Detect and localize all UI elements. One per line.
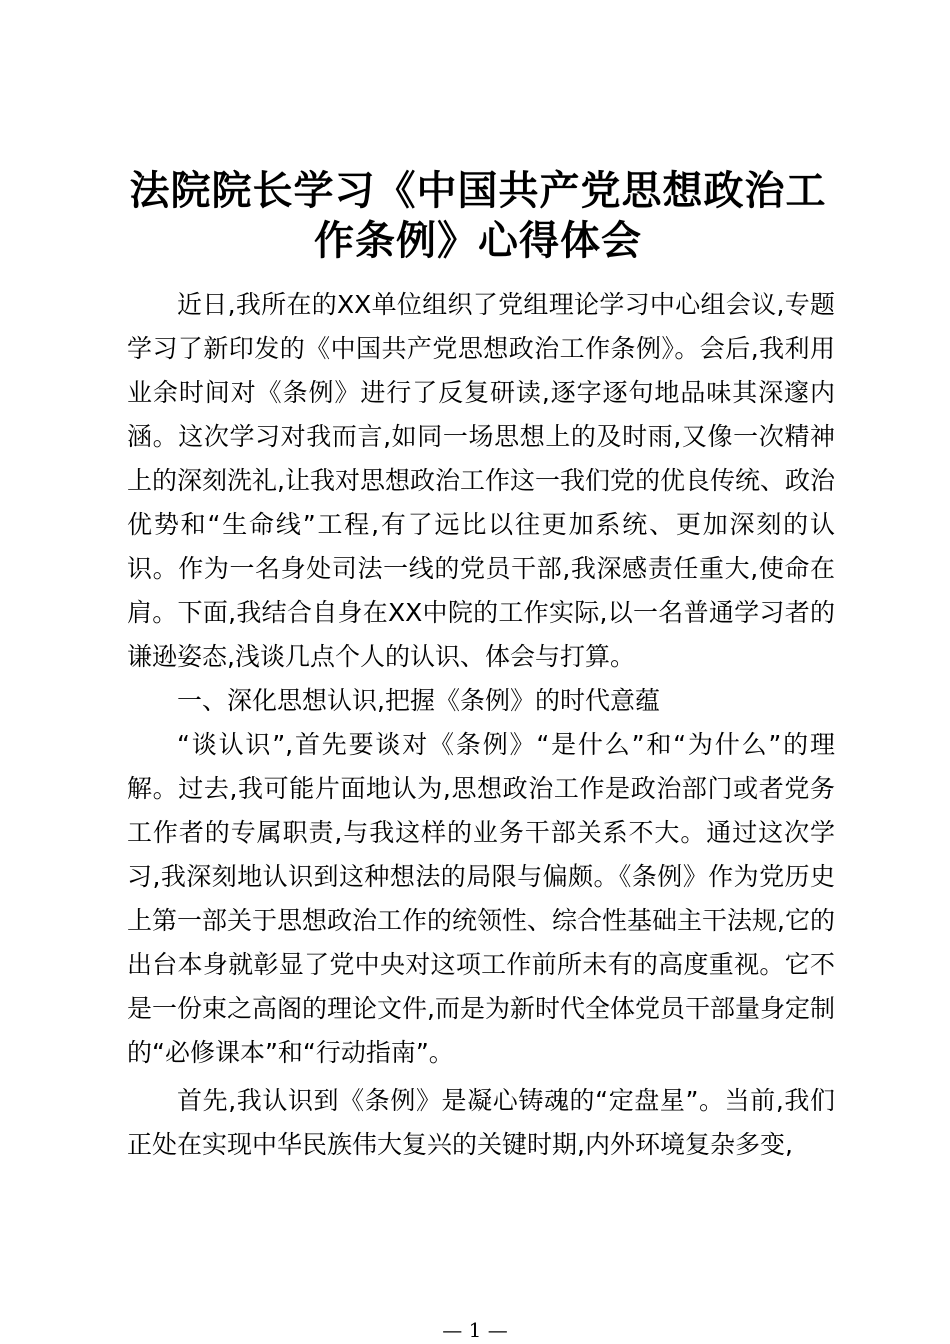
document-title: 法院院长学习《中国共产党思想政治工作条例》心得体会 bbox=[129, 168, 827, 264]
body-paragraph: “谈认识”,首先要谈对《条例》“是什么”和“为什么”的理解。过去,我可能片面地认为,思想政治工作是政治部门或者党务工作者的专属职责,与我这样的业务干部关系不大。通过这次学习,我深刻地认识到这种想法的局限与偏颇。《条例》作为党历史上第一部关于思想政治工作的统领性、综合性基础主干法规,它的出台本身就彰显了党中央对这项工作前所未有的高度重视。它不是一份束之高阁的理论文件,而是为新时代全体党员干部量身定制的“必修课本”和“行动指南”。 bbox=[127, 730, 835, 1067]
document-body bbox=[127, 283, 835, 1167]
section-heading: 一、深化思想认识,把握《条例》的时代意蕴 bbox=[177, 686, 660, 715]
body-paragraph: 首先,我认识到《条例》是凝心铸魂的“定盘星”。当前,我们正处在实现中华民族伟大复兴的关键时期,内外环境复杂多变, bbox=[127, 1086, 835, 1159]
page-number: — 1 — bbox=[442, 1318, 508, 1342]
intro-paragraph: 近日,我所在的XX单位组织了党组理论学习中心组会议,专题学习了新印发的《中国共产党思想政治工作条例》。会后,我利用业余时间对《条例》进行了反复研读,逐字逐句地品味其深邃内涵。这次学习对我而言,如同一场思想上的及时雨,又像一次精神上的深刻洗礼,让我对思想政治工作这一我们党的优良传统、政治优势和“生命线”工程,有了远比以往更加系统、更加深刻的认识。作为一名身处司法一线的党员干部,我深感责任重大,使命在肩。下面,我结合自身在XX中院的工作实际,以一名普通学习者的谦逊姿态,浅谈几点个人的认识、体会与打算。 bbox=[127, 290, 835, 671]
